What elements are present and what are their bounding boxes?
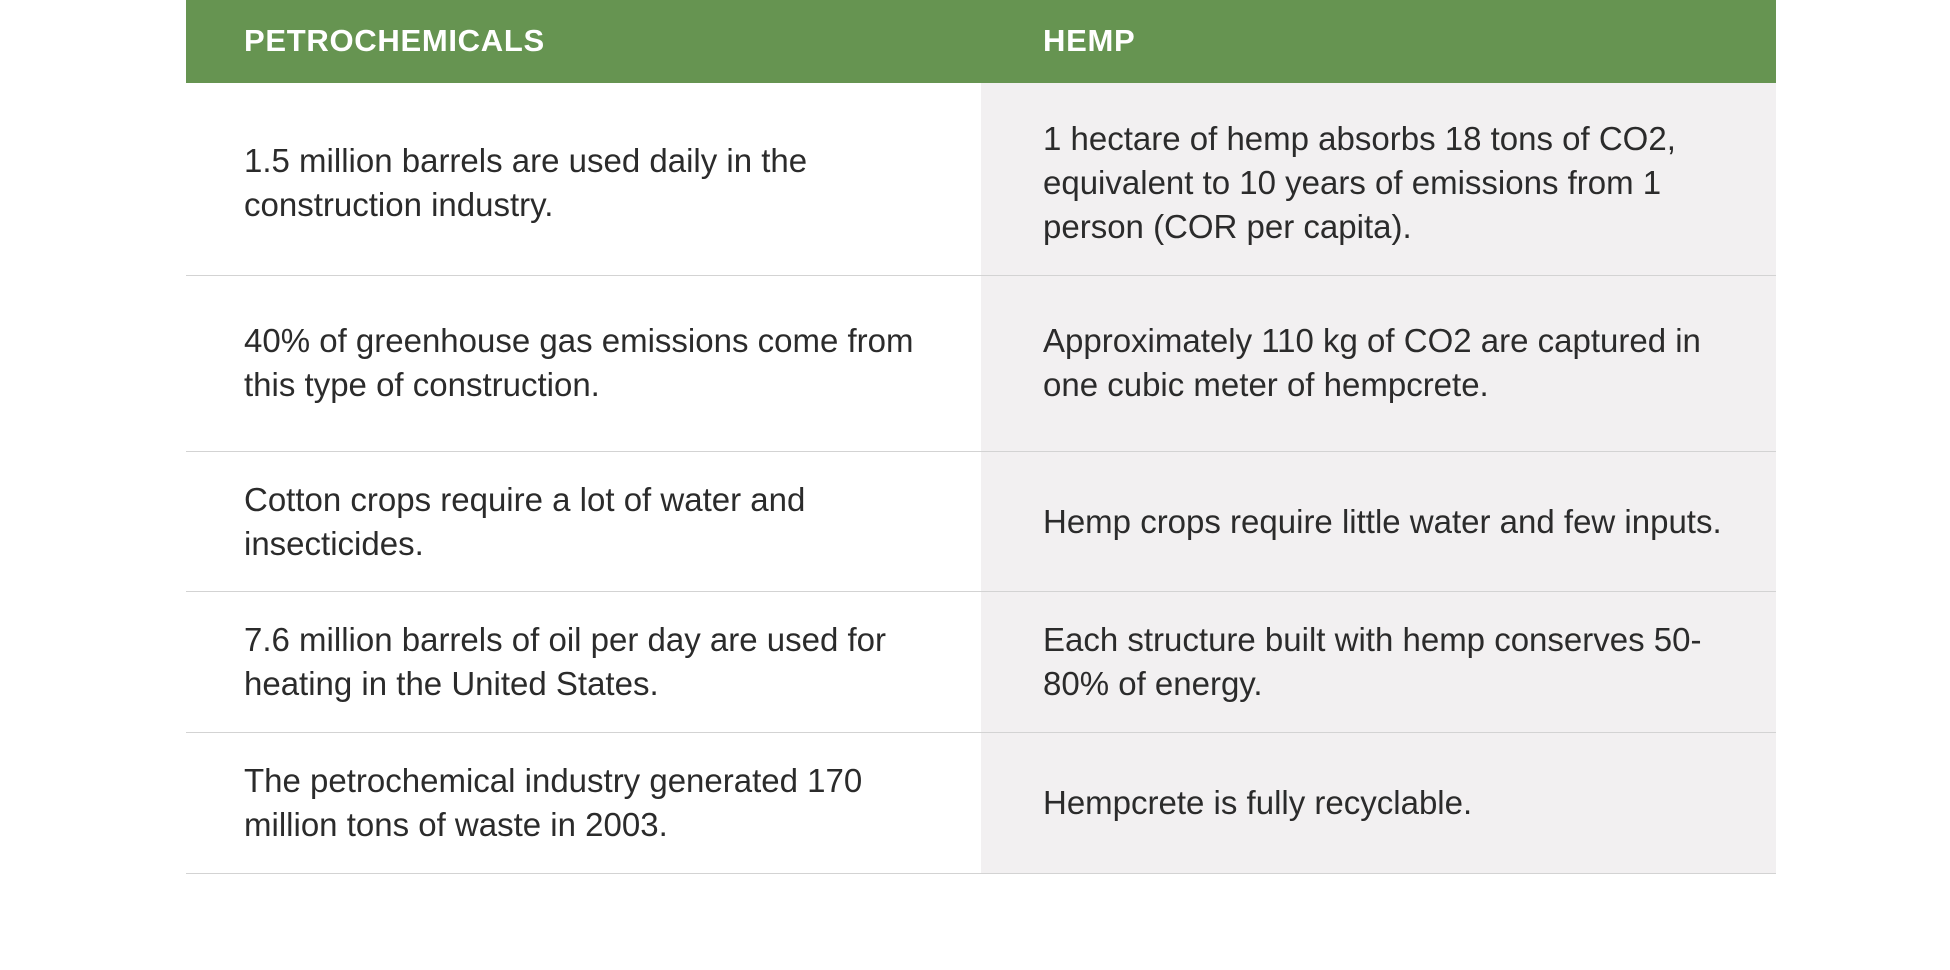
cell-petrochemicals-1: 1.5 million barrels are used daily in the construction industry.: [186, 83, 981, 275]
table-row: [186, 83, 1776, 275]
cell-hemp-2: Approximately 110 kg of CO2 are captured in one cubic meter of hempcrete.: [981, 275, 1776, 451]
cell-hemp-5: Hempcrete is fully recyclable.: [981, 733, 1776, 874]
cell-petrochemicals-5: The petrochemical industry generated 170 million tons of waste in 2003.: [186, 733, 981, 874]
table-header: [186, 0, 1776, 83]
table-header-row: [186, 0, 1776, 83]
comparison-table-container: [186, 0, 1776, 874]
cell-hemp-4: Each structure built with hemp conserves 50-80% of energy.: [981, 592, 1776, 733]
table-row: [186, 733, 1776, 874]
cell-hemp-3: Hemp crops require little water and few inputs.: [981, 451, 1776, 592]
cell-petrochemicals-3: Cotton crops require a lot of water and insecticides.: [186, 451, 981, 592]
comparison-table: [186, 0, 1776, 874]
table-row: [186, 451, 1776, 592]
table-row: [186, 275, 1776, 451]
table-row: [186, 592, 1776, 733]
column-header-petrochemicals: PETROCHEMICALS: [186, 0, 981, 83]
cell-petrochemicals-2: 40% of greenhouse gas emissions come from this type of construction.: [186, 275, 981, 451]
table-body: [186, 83, 1776, 873]
cell-hemp-1: 1 hectare of hemp absorbs 18 tons of CO2, equivalent to 10 years of emissions from 1 person (COR per capita).: [981, 83, 1776, 275]
cell-petrochemicals-4: 7.6 million barrels of oil per day are used for heating in the United States.: [186, 592, 981, 733]
column-header-hemp: HEMP: [981, 0, 1776, 83]
